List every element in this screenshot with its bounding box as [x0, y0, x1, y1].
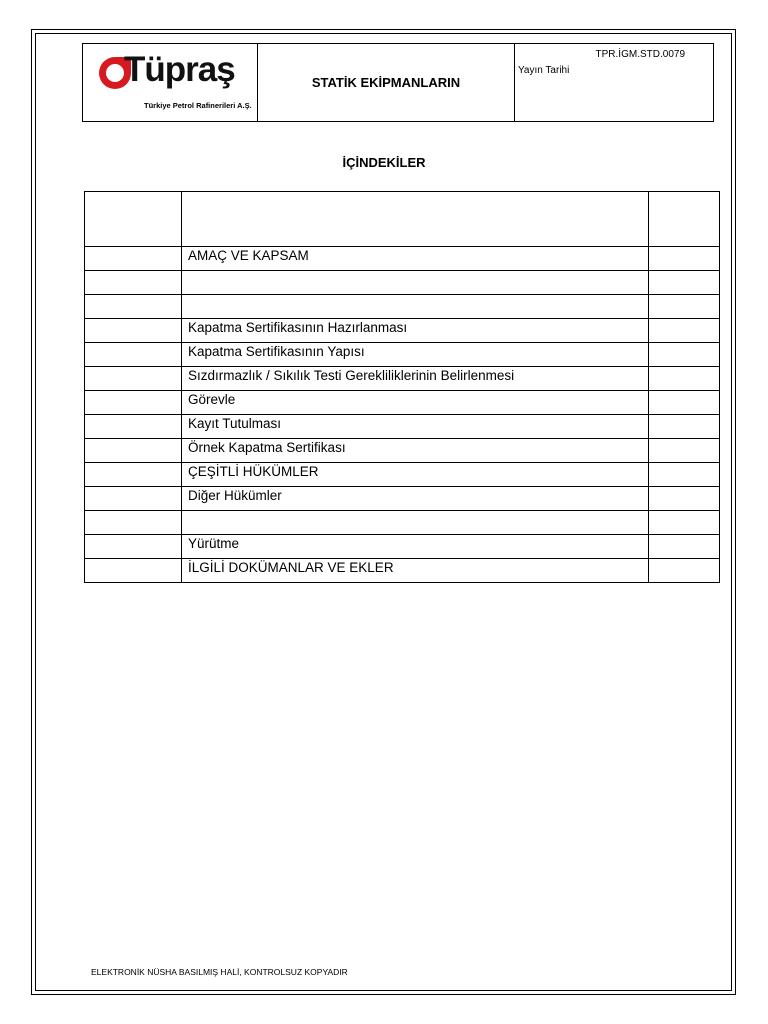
toc-page — [649, 439, 720, 463]
toc-page — [649, 319, 720, 343]
toc-entry: ÇEŞİTLİ HÜKÜMLER — [182, 463, 649, 487]
table-row — [85, 391, 720, 415]
toc-page — [649, 487, 720, 511]
logo-cell — [83, 44, 258, 121]
table-row — [85, 511, 720, 535]
toc-page — [649, 511, 720, 535]
toc-page — [649, 295, 720, 319]
toc-number — [85, 295, 182, 319]
toc-entry: Kayıt Tutulması — [182, 415, 649, 439]
toc-entry: Görevle — [182, 391, 649, 415]
toc-number — [85, 487, 182, 511]
toc-number — [85, 247, 182, 271]
toc-entry: AMAÇ VE KAPSAM — [182, 247, 649, 271]
toc-number — [85, 367, 182, 391]
toc-number — [85, 415, 182, 439]
toc-page — [649, 271, 720, 295]
toc-entry: Yürütme — [182, 535, 649, 559]
document-code: TPR.İGM.STD.0079 — [595, 49, 685, 60]
logo-subtitle: Türkiye Petrol Rafinerileri A.Ş. — [144, 101, 252, 110]
toc-page — [649, 535, 720, 559]
toc-page — [649, 247, 720, 271]
toc-table — [84, 191, 720, 583]
table-row — [85, 463, 720, 487]
toc-number — [85, 343, 182, 367]
document-header — [82, 43, 714, 122]
toc-page — [649, 391, 720, 415]
toc-entry: Diğer Hükümler — [182, 487, 649, 511]
table-row — [85, 295, 720, 319]
toc-entry: Sızdırmazlık / Sıkılık Testi Gerekliliklerinin Belirlenmesi — [182, 367, 649, 391]
document-title: STATİK EKİPMANLARIN — [258, 44, 515, 121]
table-row — [85, 415, 720, 439]
toc-title: İÇİNDEKİLER — [342, 155, 426, 170]
publish-date-label: Yayın Tarihi — [518, 65, 570, 76]
toc-number — [85, 511, 182, 535]
toc-page — [649, 367, 720, 391]
toc-number — [85, 439, 182, 463]
table-row — [85, 487, 720, 511]
toc-entry: Örnek Kapatma Sertifikası — [182, 439, 649, 463]
toc-number — [85, 271, 182, 295]
toc-entry — [182, 511, 649, 535]
table-row — [85, 535, 720, 559]
table-row — [85, 271, 720, 295]
toc-entry — [182, 271, 649, 295]
toc-number — [85, 391, 182, 415]
toc-header-row — [85, 192, 720, 247]
toc-number — [85, 535, 182, 559]
toc-header-number — [85, 192, 182, 247]
logo-wordmark: Tüpraş — [124, 50, 235, 89]
toc-entry: Kapatma Sertifikasının Yapısı — [182, 343, 649, 367]
table-row — [85, 247, 720, 271]
toc-page — [649, 415, 720, 439]
table-row — [85, 559, 720, 583]
toc-page — [649, 343, 720, 367]
toc-page — [649, 463, 720, 487]
toc-number — [85, 463, 182, 487]
table-row — [85, 343, 720, 367]
table-row — [85, 439, 720, 463]
toc-entry — [182, 295, 649, 319]
toc-entry: Kapatma Sertifikasının Hazırlanması — [182, 319, 649, 343]
toc-header-title — [182, 192, 649, 247]
toc-entry: İLGİLİ DOKÜMANLAR VE EKLER — [182, 559, 649, 583]
toc-header-page — [649, 192, 720, 247]
table-row — [85, 367, 720, 391]
footer-notice: ELEKTRONİK NÜSHA BASILMIŞ HALİ, KONTROLSUZ KOPYADIR — [91, 967, 348, 977]
toc-page — [649, 559, 720, 583]
toc-number — [85, 319, 182, 343]
document-meta-cell — [515, 44, 713, 121]
toc-number — [85, 559, 182, 583]
table-row — [85, 319, 720, 343]
